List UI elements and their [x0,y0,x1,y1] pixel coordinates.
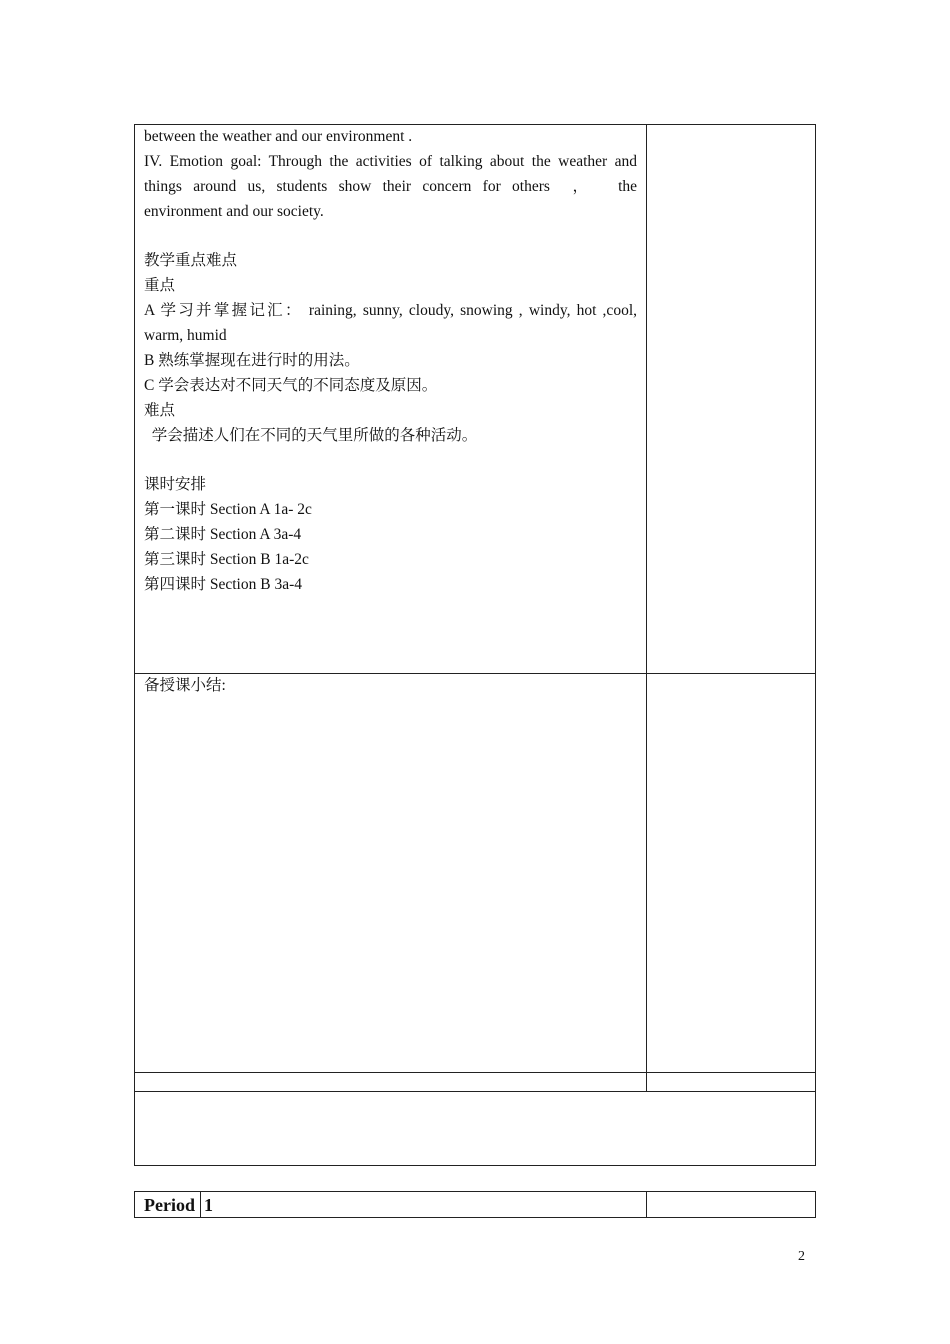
text-line: between the weather and our environment . [144,128,413,145]
schedule-item: 第三课时 Section B 1a-2c [144,551,309,568]
subheading-key-points: 重点 [144,277,176,294]
row-divider-2 [134,1072,816,1073]
period-value: 1 [204,1195,213,1215]
summary-cell [135,676,646,1071]
section-heading: 教学重点难点 [144,252,238,269]
subheading-difficulties: 难点 [144,402,176,419]
page-number: 2 [798,1249,805,1264]
text-line: 学会描述人们在不同的天气里所做的各种活动。 [144,427,478,444]
text-line: environment and our society. [144,203,324,220]
row-divider-3 [134,1091,816,1092]
section-heading: 课时安排 [144,476,207,493]
schedule-item: 第一课时 Section A 1a- 2c [144,501,312,518]
text-line: IV. Emotion goal: Through the activities of talking about the weather and [144,153,637,170]
period-divider-2 [646,1191,647,1218]
period-label: Period [144,1195,195,1215]
schedule-item: 第四课时 Section B 3a-4 [144,576,302,593]
column-divider [646,124,647,1091]
summary-label: 备授课小结: [144,677,226,694]
text-line: B 熟练掌握现在进行时的用法。 [144,352,360,369]
text-line: A 学习并掌握记汇： raining, sunny, cloudy, snowing , windy, hot ,cool, [144,302,637,319]
row-divider-1 [134,673,816,674]
text-line: C 学会表达对不同天气的不同态度及原因。 [144,377,438,394]
text-line: warm, humid [144,327,227,344]
text-line: things around us, students show their concern for others ， the [144,178,637,195]
schedule-item: 第二课时 Section A 3a-4 [144,526,302,543]
period-table [134,1191,816,1218]
period-divider-1 [200,1191,201,1218]
objectives-cell [135,127,646,672]
